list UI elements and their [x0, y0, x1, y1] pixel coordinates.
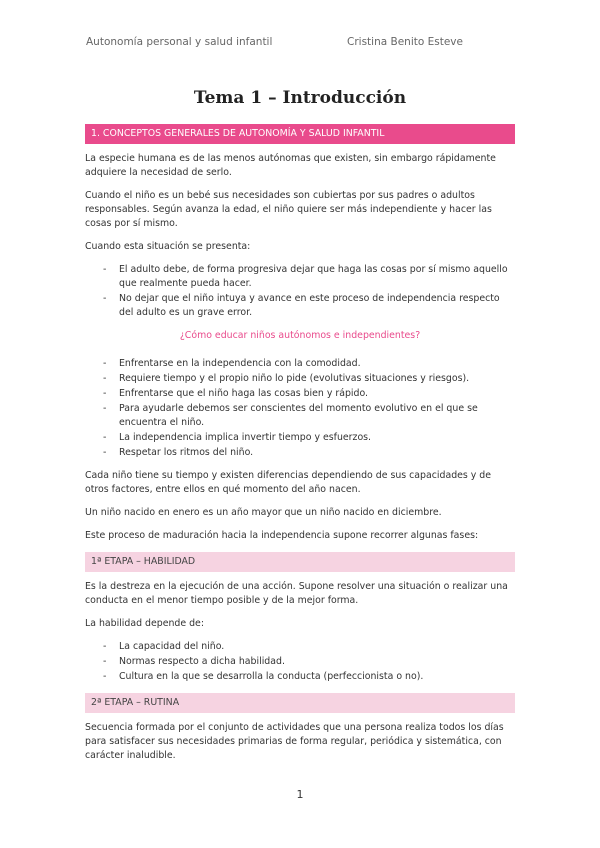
paragraph: Es la destreza en la ejecución de una acción. Supone resolver una situación o realizar una conducta en el menor tiempo posible y de la mejor forma.	[85, 581, 508, 606]
list-item: - Requiere tiempo y el propio niño lo pide (evolutivas situaciones y riesgos).	[103, 373, 470, 384]
question-subheading: ¿Cómo educar niños autónomos e independientes?	[179, 330, 421, 341]
paragraph: Cuando el niño es un bebé sus necesidades son cubiertas por sus padres o adultos responsables. Según avanza la edad, el niño quiere ser más independiente y hacer las cosas por sí mismo.	[85, 190, 492, 229]
list-item: - No dejar que el niño intuya y avance en este proceso de independencia respecto del adulto es un grave error.	[103, 293, 500, 318]
list-item: - Normas respecto a dicha habilidad.	[103, 656, 285, 667]
list-item: - El adulto debe, de forma progresiva dejar que haga las cosas por sí mismo aquello que realmente pueda hacer.	[103, 264, 508, 289]
list-item-text: Enfrentarse en la independencia con la comodidad.	[119, 358, 361, 369]
paragraph: La habilidad depende de:	[85, 618, 204, 629]
stage-heading: 1ª ETAPA – HABILIDAD	[85, 552, 515, 572]
list-item: - Cultura en la que se desarrolla la conducta (perfeccionista o no).	[103, 671, 424, 682]
list-item-text: La capacidad del niño.	[119, 641, 225, 652]
list-item-text: Cultura en la que se desarrolla la conducta (perfeccionista o no).	[119, 671, 424, 682]
list-item: - Respetar los ritmos del niño.	[103, 447, 254, 458]
list-item-text: El adulto debe, de forma progresiva dejar que haga las cosas por sí mismo aquello que realmente pueda hacer.	[119, 264, 508, 289]
paragraph: Secuencia formada por el conjunto de actividades que una persona realiza todos los días para satisfacer sus necesidades primarias de forma regular, periódica y sistemática, con carácter inaludible.	[85, 722, 504, 761]
list-item-text: Normas respecto a dicha habilidad.	[119, 656, 285, 667]
list-item-text: Enfrentarse que el niño haga las cosas bien y rápido.	[119, 388, 369, 399]
page-number: 1	[296, 788, 304, 801]
list-item: - La capacidad del niño.	[103, 641, 225, 652]
list-item: - Para ayudarle debemos ser conscientes del momento evolutivo en el que se encuentra el niño.	[103, 403, 478, 428]
list-item-text: Para ayudarle debemos ser conscientes del momento evolutivo en el que se encuentra el niño.	[119, 403, 478, 428]
bullet-list	[85, 263, 515, 320]
bullet-list	[85, 640, 515, 684]
list-item: - Enfrentarse en la independencia con la comodidad.	[103, 358, 361, 369]
list-item-text: Respetar los ritmos del niño.	[119, 447, 254, 458]
paragraph: Este proceso de maduración hacia la independencia supone recorrer algunas fases:	[85, 530, 479, 541]
page-title: Tema 1 – Introducción	[193, 88, 407, 108]
header-course: Autonomía personal y salud infantil	[86, 36, 273, 48]
content-body	[85, 124, 515, 772]
paragraph: Cuando esta situación se presenta:	[85, 241, 251, 252]
list-item-text: La independencia implica invertir tiempo y esfuerzos.	[119, 432, 372, 443]
header-author: Cristina Benito Esteve	[347, 36, 463, 48]
section-heading: 1. CONCEPTOS GENERALES DE AUTONOMÍA Y SALUD INFANTIL	[85, 124, 515, 144]
list-item-text: Requiere tiempo y el propio niño lo pide (evolutivas situaciones y riesgos).	[119, 373, 470, 384]
list-item: - La independencia implica invertir tiempo y esfuerzos.	[103, 432, 372, 443]
paragraph: Cada niño tiene su tiempo y existen diferencias dependiendo de sus capacidades y de otros factores, entre ellos en qué momento del año nacen.	[85, 470, 492, 495]
paragraph: Un niño nacido en enero es un año mayor que un niño nacido en diciembre.	[85, 507, 442, 518]
bullet-list	[85, 357, 515, 460]
stage-heading: 2ª ETAPA – RUTINA	[85, 693, 515, 713]
list-item-text: No dejar que el niño intuya y avance en este proceso de independencia respecto del adulto es un grave error.	[119, 293, 500, 318]
list-item: - Enfrentarse que el niño haga las cosas bien y rápido.	[103, 388, 369, 399]
paragraph: La especie humana es de las menos autónomas que existen, sin embargo rápidamente adquiere la necesidad de serlo.	[85, 153, 496, 178]
